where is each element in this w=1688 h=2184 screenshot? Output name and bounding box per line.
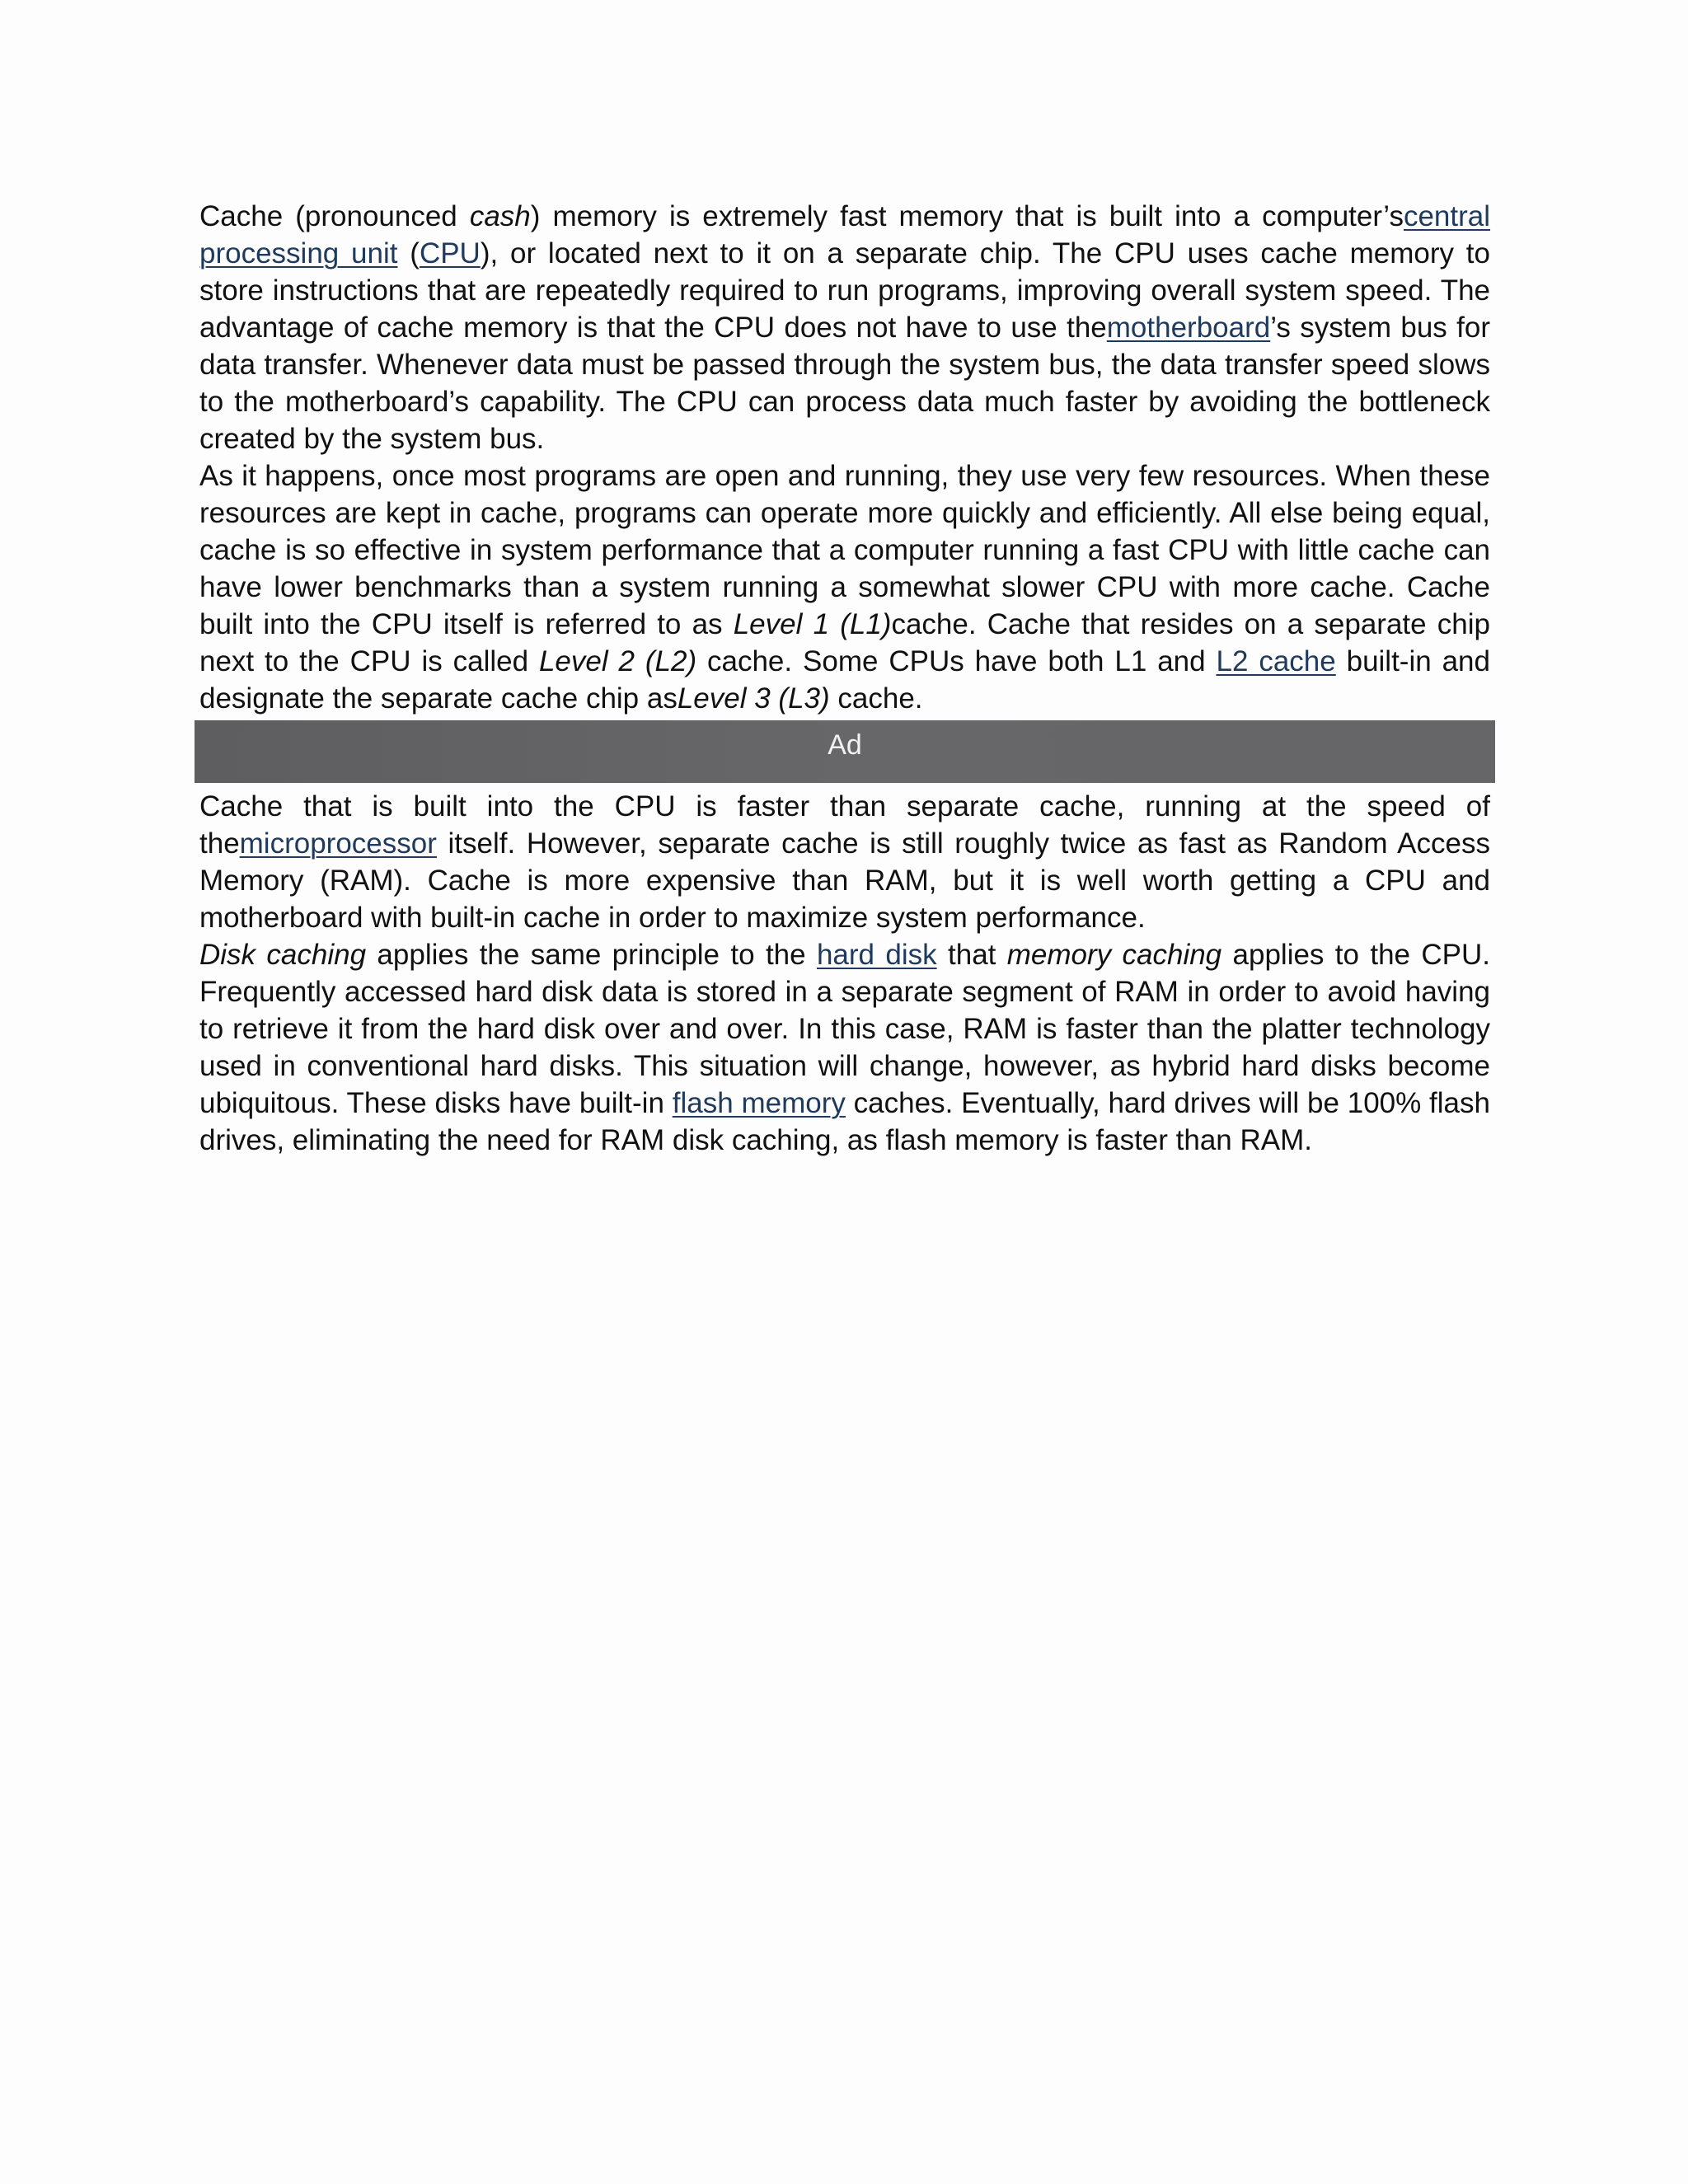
text-run: applies to the CPU. Frequently accessed hard disk data is stored in a separate segment of RAM in order to avoid having to retrieve it from the hard disk over and over. In this case, RAM is faster than the platter technology used in conventional hard disks. This situation will change, however, as hybrid hard disks become ubiquitous. These disks have built-in [199,939,1490,1119]
article-body [199,198,1490,1159]
link-cpu[interactable]: CPU [419,237,481,269]
emphasis-level-2: Level 2 (L2) [538,645,697,677]
link-hard-disk[interactable]: hard disk [816,939,937,971]
paragraph-cache-levels [199,457,1490,717]
text-run: built-in and designate the separate cache chip as [199,645,1490,715]
emphasis-level-1: Level 1 (L1) [733,608,892,640]
ad-label: Ad [828,729,862,761]
text-run: itself. However, separate cache is still roughly twice as fast as Random Access Memory (RAM). Cache is more expensive than RAM, but it is well worth getting a CPU and motherboard with built-in cache in order to maximize system performance. [199,827,1490,934]
link-l2-cache[interactable]: L2 cache [1216,645,1336,677]
ad-banner[interactable] [195,720,1495,783]
text-run: Cache (pronounced [199,200,470,232]
emphasis-level-3: Level 3 (L3) [677,682,830,715]
text-run: that [936,939,1007,971]
text-run: caches. Eventually, hard drives will be 100% flash drives, eliminating the need for RAM disk caching, as flash memory is faster than RAM. [199,1087,1490,1156]
text-run: ’s system bus for data transfer. Whenever data must be passed through the system bus, the data transfer speed slows to the motherboard’s capability. The CPU can process data much faster by avoiding the bottleneck created by the system bus. [199,312,1490,455]
text-run: cache. Cache that resides on a separate chip next to the CPU is called [199,608,1490,677]
link-flash-memory[interactable]: flash memory [672,1087,846,1119]
link-motherboard[interactable]: motherboard [1106,312,1271,344]
text-run: cache. Some CPUs have both L1 and [696,645,1217,677]
link-microprocessor[interactable]: microprocessor [239,827,437,860]
emphasis-memory-caching: memory caching [1006,939,1222,971]
text-run: Cache that is built into the CPU is faster than separate cache, running at the speed of the [199,790,1490,860]
emphasis-disk-caching: Disk caching [199,939,367,971]
text-run: ), or located next to it on a separate chip. The CPU uses cache memory to store instructions that are repeatedly required to run programs, improving overall system speed. The advantage of cache memory is that the CPU does not have to use the [199,237,1490,344]
text-run: ( [397,237,420,269]
text-run: ) memory is extremely fast memory that is built into a computer’s [530,200,1404,232]
emphasis-cash: cash [469,200,531,232]
text-run: applies the same principle to the [366,939,817,971]
paragraph-cache-speed [199,788,1490,936]
paragraph-disk-caching [199,936,1490,1159]
text-run: cache. [829,682,923,715]
link-central-processing-unit[interactable]: central processing unit [199,200,1491,269]
text-run: As it happens, once most programs are open and running, they use very few resources. When these resources are kept in cache, programs can operate more quickly and efficiently. All else being equal, cache is so effective in system performance that a computer running a fast CPU with little cache can have lower benchmarks than a system running a somewhat slower CPU with more cache. Cache built into the CPU itself is referred to as [199,460,1490,640]
paragraph-cache-intro [199,198,1490,457]
